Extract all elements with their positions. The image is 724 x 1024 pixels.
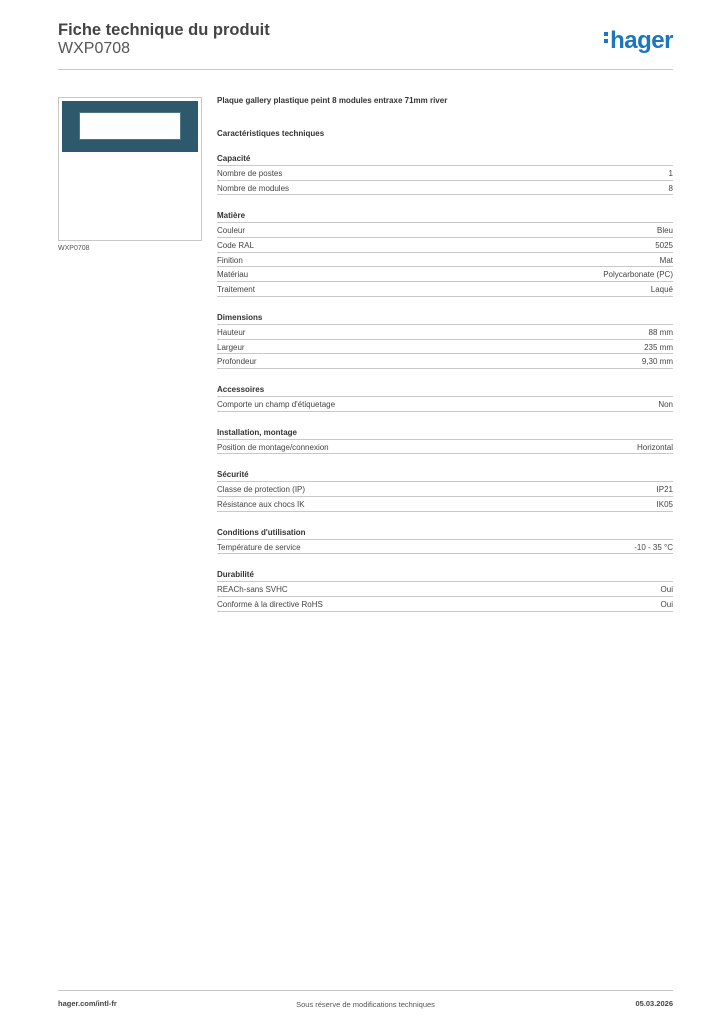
spec-section <box>217 385 673 412</box>
spec-label: Code RAL <box>217 241 254 251</box>
spec-row <box>217 497 673 512</box>
footer-site-link[interactable]: hager.com/intl-fr <box>58 998 117 1008</box>
spec-row <box>217 354 673 369</box>
spec-label: Classe de protection (IP) <box>217 485 306 495</box>
section-title: Installation, montage <box>217 428 673 440</box>
section-title: Conditions d'utilisation <box>217 528 673 540</box>
footer-date: 05.03.2026 <box>635 998 673 1008</box>
spec-value: 88 mm <box>648 327 673 337</box>
spec-section <box>217 313 673 369</box>
spec-value: 5025 <box>655 241 673 251</box>
spec-row <box>217 440 673 455</box>
spec-label: Traitement <box>217 285 255 295</box>
spec-value: IP21 <box>656 485 673 495</box>
page-header <box>58 20 673 70</box>
spec-value: Bleu <box>656 226 673 236</box>
page-title: Fiche technique du produit <box>58 21 270 39</box>
cover-plate-window <box>79 112 181 140</box>
spec-label: Position de montage/connexion <box>217 442 329 452</box>
page-footer <box>58 990 673 1010</box>
spec-row <box>217 238 673 253</box>
spec-label: Nombre de postes <box>217 169 283 178</box>
product-description: Plaque gallery plastique peint 8 modules entraxe 71mm river <box>217 96 448 105</box>
spec-label: Finition <box>217 255 243 265</box>
spec-value: Laqué <box>650 285 673 295</box>
image-caption: WXP0708 <box>58 245 90 252</box>
spec-label: Nombre de modules <box>217 183 290 193</box>
spec-row <box>217 582 673 597</box>
spec-label: Température de service <box>217 542 301 552</box>
spec-row <box>217 223 673 238</box>
spec-row <box>217 340 673 355</box>
spec-row <box>217 397 673 412</box>
spec-row <box>217 253 673 268</box>
product-reference: WXP0708 <box>58 40 131 57</box>
section-title: Sécurité <box>217 470 673 482</box>
cover-plate-picture <box>62 101 198 152</box>
spec-value: Non <box>658 399 673 409</box>
section-title: Accessoires <box>217 385 673 397</box>
spec-row <box>217 166 673 181</box>
spec-value: 9,30 mm <box>641 357 673 367</box>
footer-note: Sous réserve de modifications techniques <box>296 1000 435 1009</box>
spec-value: -10 - 35 °C <box>634 542 673 552</box>
spec-value: Oui <box>660 585 673 595</box>
spec-label: Matériau <box>217 270 249 280</box>
spec-row <box>217 267 673 282</box>
spec-value: 1 <box>668 169 673 178</box>
spec-sections <box>217 154 673 612</box>
spec-section <box>217 570 673 611</box>
product-image <box>58 97 202 241</box>
section-title: Durabilité <box>217 570 673 582</box>
spec-label: REACh-sans SVHC <box>217 585 288 595</box>
spec-label: Largeur <box>217 342 245 352</box>
spec-section <box>217 528 673 555</box>
logo-text: hager <box>610 27 673 54</box>
spec-value: Polycarbonate (PC) <box>603 270 673 280</box>
spec-label: Résistance aux chocs IK <box>217 499 305 509</box>
spec-value: Oui <box>660 600 673 609</box>
spec-row <box>217 282 673 297</box>
spec-label: Conforme à la directive RoHS <box>217 600 323 609</box>
section-title: Capacité <box>217 154 673 166</box>
spec-row <box>217 597 673 612</box>
spec-label: Profondeur <box>217 357 257 367</box>
spec-value: IK05 <box>656 499 673 509</box>
section-title: Matière <box>217 211 673 223</box>
spec-content <box>217 96 673 612</box>
spec-label: Hauteur <box>217 327 246 337</box>
spec-section <box>217 470 673 511</box>
spec-row <box>217 482 673 497</box>
spec-heading: Caractéristiques techniques <box>217 129 325 138</box>
spec-label: Comporte un champ d'étiquetage <box>217 399 336 409</box>
spec-value: Mat <box>659 255 673 265</box>
spec-row <box>217 540 673 555</box>
spec-section <box>217 428 673 455</box>
spec-value: 235 mm <box>644 342 673 352</box>
spec-value: Horizontal <box>636 442 673 452</box>
spec-row <box>217 181 673 196</box>
spec-section <box>217 211 673 296</box>
section-title: Dimensions <box>217 313 673 325</box>
spec-row <box>217 325 673 340</box>
spec-label: Couleur <box>217 226 246 236</box>
spec-section <box>217 154 673 195</box>
hager-logo <box>604 28 673 54</box>
spec-value: 8 <box>668 183 673 193</box>
logo-colon-icon <box>604 29 610 46</box>
